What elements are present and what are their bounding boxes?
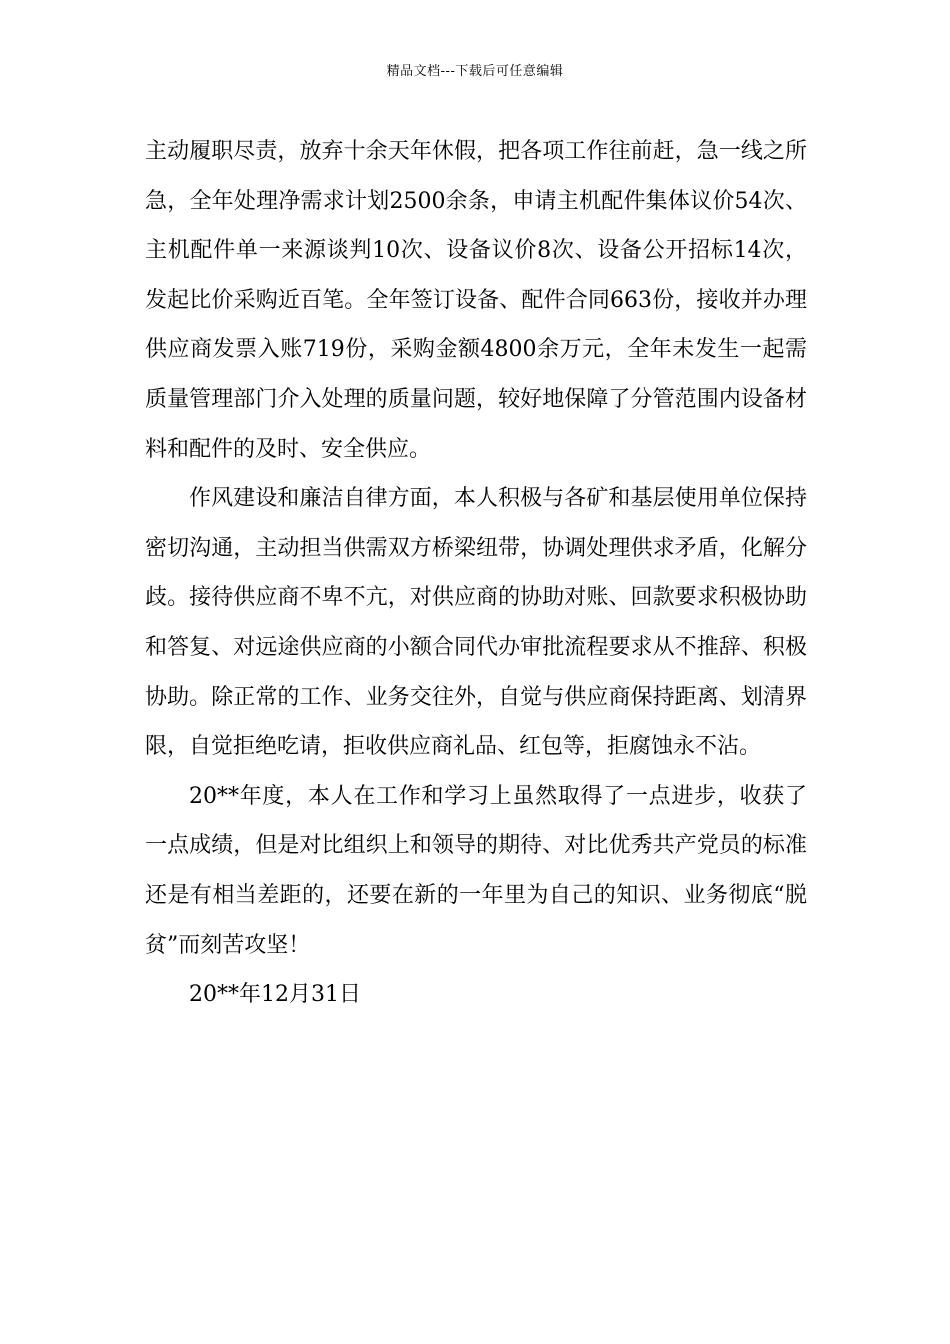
paragraph-year-summary: 20**年度，本人在工作和学习上虽然取得了一点进步，收获了一点成绩，但是对比组织上和领导的期待、对比优秀共产党员的标准还是有相当差距的，还要在新的一年里为自己的知识、业务彻底“脱贫”而刻苦攻坚！ — [145, 783, 807, 958]
document-body — [145, 127, 807, 1020]
paragraph-conduct-integrity: 作风建设和廉洁自律方面，本人积极与各矿和基层使用单位保持密切沟通，主动担当供需双方桥梁纽带，协调处理供求矛盾，化解分歧。接待供应商不卑不亢，对供应商的协助对账、回款要求积极协助和答复、对远途供应商的小额合同代办审批流程要求从不推辞、积极协助。除正常的工作、业务交往外，自觉与供应商保持距离、划清界限，自觉拒绝吃请，拒收供应商礼品、红包等，拒腐蚀永不沾。 — [145, 486, 807, 760]
signature-date: 20**年12月31日 — [189, 982, 361, 1008]
page-header: 精品文档---下载后可任意编辑 — [386, 64, 564, 79]
paragraph-procurement-work: 主动履职尽责，放弃十余天年休假，把各项工作往前赶，急一线之所急，全年处理净需求计划2500余条，申请主机配件集体议价54次、主机配件单一来源谈判10次、设备议价8次、设备公开招标14次，发起比价采购近百笔。全年签订设备、配件合同663份，接收并办理供应商发票入账719份，采购金额4800余万元，全年未发生一起需质量管理部门介入处理的质量问题，较好地保障了分管范围内设备材料和配件的及时、安全供应。 — [145, 139, 807, 462]
